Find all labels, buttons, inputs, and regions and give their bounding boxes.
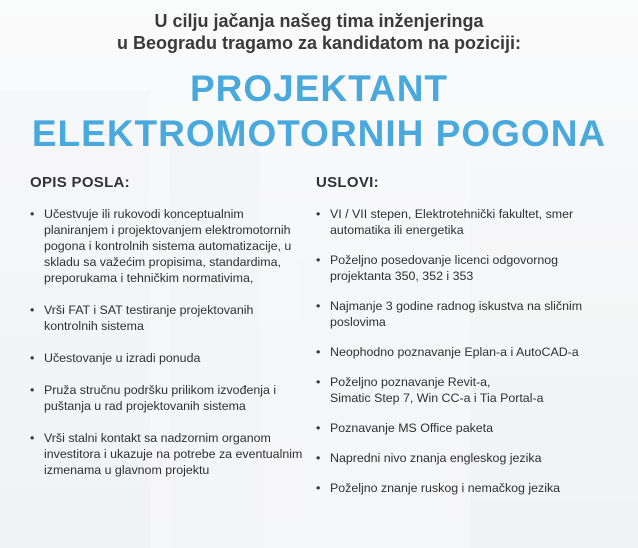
list-item: • Poželjno poznavanje Revit-a, Simatic Step 7, Win CC-a i Tia Portal-a bbox=[316, 374, 616, 406]
job-description-list bbox=[30, 206, 305, 478]
list-item: • Poželjno znanje ruskog i nemačkog jezika bbox=[316, 480, 616, 496]
list-item: • Pruža stručnu podršku prilikom izvođenja i puštanja u rad projektovanih sistema bbox=[30, 382, 305, 414]
list-item: • Vrši FAT i SAT testiranje projektovanih kontrolnih sistema bbox=[30, 302, 305, 334]
list-item: • Neophodno poznavanje Eplan-a i AutoCAD-a bbox=[316, 344, 616, 360]
requirements-column bbox=[316, 174, 616, 510]
intro-text bbox=[0, 10, 638, 54]
list-item: • VI / VII stepen, Elektrotehnički fakultet, smer automatika ili energetika bbox=[316, 206, 616, 238]
requirements-list bbox=[316, 206, 616, 496]
list-item: • Najmanje 3 godine radnog iskustva na sličnim poslovima bbox=[316, 298, 616, 330]
list-item: • Poželjno posedovanje licenci odgovornog projektanta 350, 352 i 353 bbox=[316, 252, 616, 284]
job-description-column bbox=[30, 174, 305, 494]
job-description-heading: OPIS POSLA: bbox=[30, 174, 130, 191]
title-line: ELEKTROMOTORNIH POGONA bbox=[31, 113, 607, 154]
position-title bbox=[0, 66, 638, 156]
intro-line: U cilju jačanja našeg tima inženjeringa bbox=[154, 11, 484, 31]
list-item: • Poznavanje MS Office paketa bbox=[316, 420, 616, 436]
list-item: • Vrši stalni kontakt sa nadzornim organom investitora i ukazuje na potrebe za eventualnim izmenama u glavnom projektu bbox=[30, 430, 305, 478]
list-item: • Učestovanje u izradi ponuda bbox=[30, 350, 305, 366]
requirements-heading: USLOVI: bbox=[316, 174, 379, 191]
list-item: • Učestvuje ili rukovodi konceptualnim planiranjem i projektovanjem elektromotornih pogona i kontrolnih sistema automatizacije, u skladu sa važećim propisima, standardima, preporukama i tehničkim normativima, bbox=[30, 206, 305, 286]
list-item: • Napredni nivo znanja engleskog jezika bbox=[316, 450, 616, 466]
title-line: PROJEKTANT bbox=[189, 68, 449, 109]
intro-line: u Beogradu tragamo za kandidatom na poziciji: bbox=[116, 33, 522, 53]
